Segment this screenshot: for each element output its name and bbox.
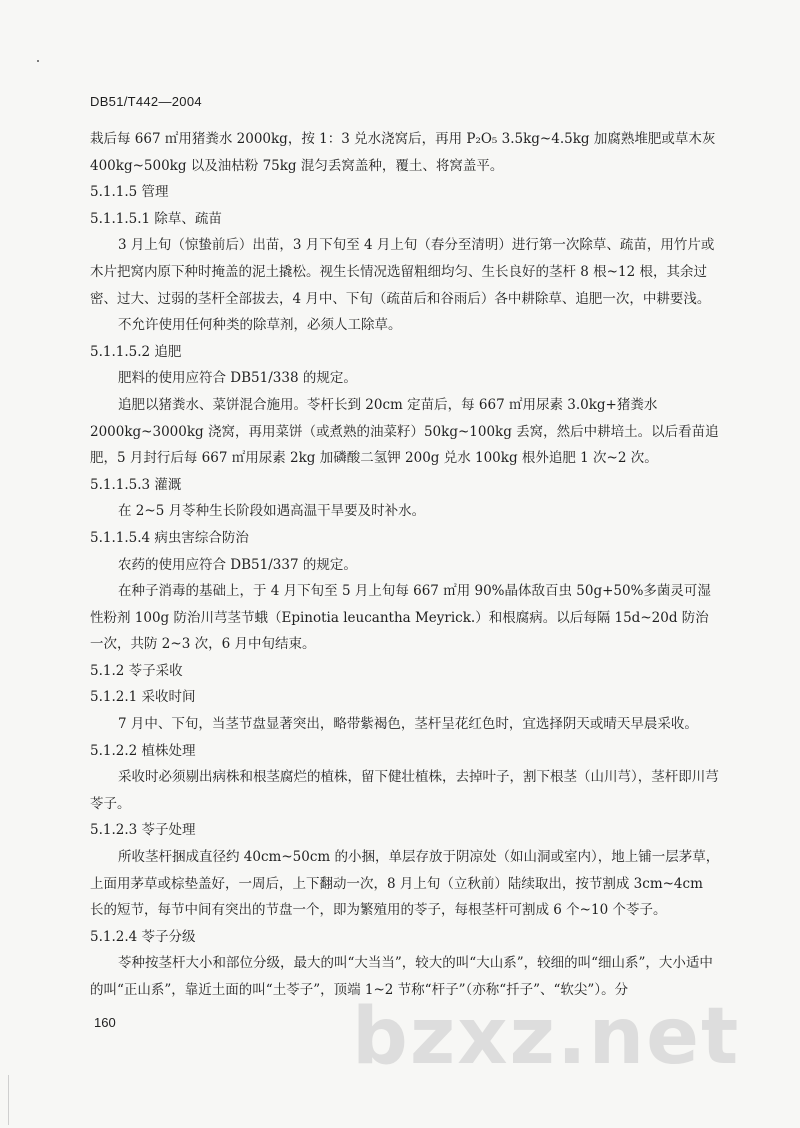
section-heading: 5.1.1.5.4 病虫害综合防治: [90, 529, 249, 546]
paragraph: 不允许使用任何种类的除草剂，必须人工除草。: [118, 317, 402, 334]
section-heading: 5.1.2.1 采收时间: [90, 689, 196, 706]
watermark: bzxz.net: [352, 992, 741, 1082]
section-heading: 5.1.1.5 管理: [90, 184, 169, 201]
paragraph: 肥料的使用应符合 DB51/338 的规定。: [118, 370, 357, 387]
paragraph: 所收茎杆捆成直径约 40cm~50cm 的小捆，单层存放于阴凉处（如山洞或室内），地上铺一层茅草，上面用茅草或棕垫盖好，一周后，上下翻动一次，8 月上旬（立秋前）陆续取出，按节割成 3cm~4cm 长的短节，每节中间有突出的节盘一个，即为繁殖用的苓子，每根茎杆可割成 6 个~10 个苓子。: [90, 849, 720, 919]
section-heading: 5.1.2.3 苓子处理: [90, 822, 196, 839]
section-heading: 5.1.1.5.3 灌溉: [90, 476, 182, 493]
paragraph: 追肥以猪粪水、菜饼混合施用。苓杆长到 20cm 定苗后，每 667 ㎡用尿素 3.0kg+猪粪水 2000kg~3000kg 浇窝，再用菜饼（或煮熟的油菜籽）50kg~100kg 丢窝，然后中耕培土。以后看苗追肥，5 月封行后每 667 ㎡用尿素 2kg 加磷酸二氢钾 200g 兑水 100kg 根外追肥 1 次~2 次。: [90, 396, 719, 467]
section-heading: 5.1.1.5.1 除草、疏苗: [90, 210, 222, 227]
section-heading: 5.1.2.2 植株处理: [90, 742, 196, 759]
paragraph: 7 月中、下旬，当茎节盘显著突出，略带紫褐色，茎杆呈花红色时，宜选择阴天或晴天早晨采收。: [118, 716, 698, 733]
section-heading: 5.1.1.5.2 追肥: [90, 343, 182, 360]
paragraph: 苓种按茎杆大小和部位分级，最大的叫“大当当”，较大的叫“大山系”，较细的叫“细山系”，大小适中的叫“正山系”，靠近土面的叫“土苓子”，顶端 1~2 节称“杆子”（亦称“扦子”、“软尖”）。分: [90, 955, 713, 998]
paragraph: 农药的使用应符合 DB51/337 的规定。: [118, 556, 357, 573]
scan-speck: [37, 60, 39, 62]
scan-edge-line: [8, 1075, 9, 1125]
section-heading: 5.1.2 苓子采收: [90, 662, 183, 679]
paragraph: 栽后每 667 ㎡用猪粪水 2000kg，按 1：3 兑水浇窝后，再用 P₂O₅ 3.5kg~4.5kg 加腐熟堆肥或草木灰 400kg~500kg 以及油枯粉 75kg 混匀丢窝盖种，覆土、将窝盖平。: [90, 131, 716, 174]
paragraph: 采收时必须剔出病株和根茎腐烂的植株，留下健壮植株，去掉叶子，割下根茎（山川芎），茎杆即川芎苓子。: [90, 769, 719, 812]
page-number: 160: [94, 1015, 116, 1030]
paragraph: 在 2~5 月苓种生长阶段如遇高温干旱要及时补水。: [118, 503, 426, 520]
document-code-header: DB51/T442—2004: [90, 94, 202, 109]
paragraph: 在种子消毒的基础上，于 4 月下旬至 5 月上旬每 667 ㎡用 90%晶体敌百虫 50g+50%多菌灵可湿性粉剂 100g 防治川芎茎节蛾（Epinotia leucantha Meyrick.）和根腐病。以后每隔 15d~20d 防治一次，共防 2~3 次，6 月中旬结束。: [90, 583, 711, 653]
section-heading: 5.1.2.4 苓子分级: [90, 928, 196, 945]
paragraph: 3 月上旬（惊蛰前后）出苗，3 月下旬至 4 月上旬（春分至清明）进行第一次除草、疏苗，用竹片或木片把窝内原下种时掩盖的泥土撬松。视生长情况选留粗细均匀、生长良好的茎杆 8 根~12 根，其余过密、过大、过弱的茎杆全部拔去，4 月中、下旬（疏苗后和谷雨后）各中耕除草、追肥一次，中耕要浅。: [90, 237, 715, 307]
document-body: [90, 126, 720, 1004]
